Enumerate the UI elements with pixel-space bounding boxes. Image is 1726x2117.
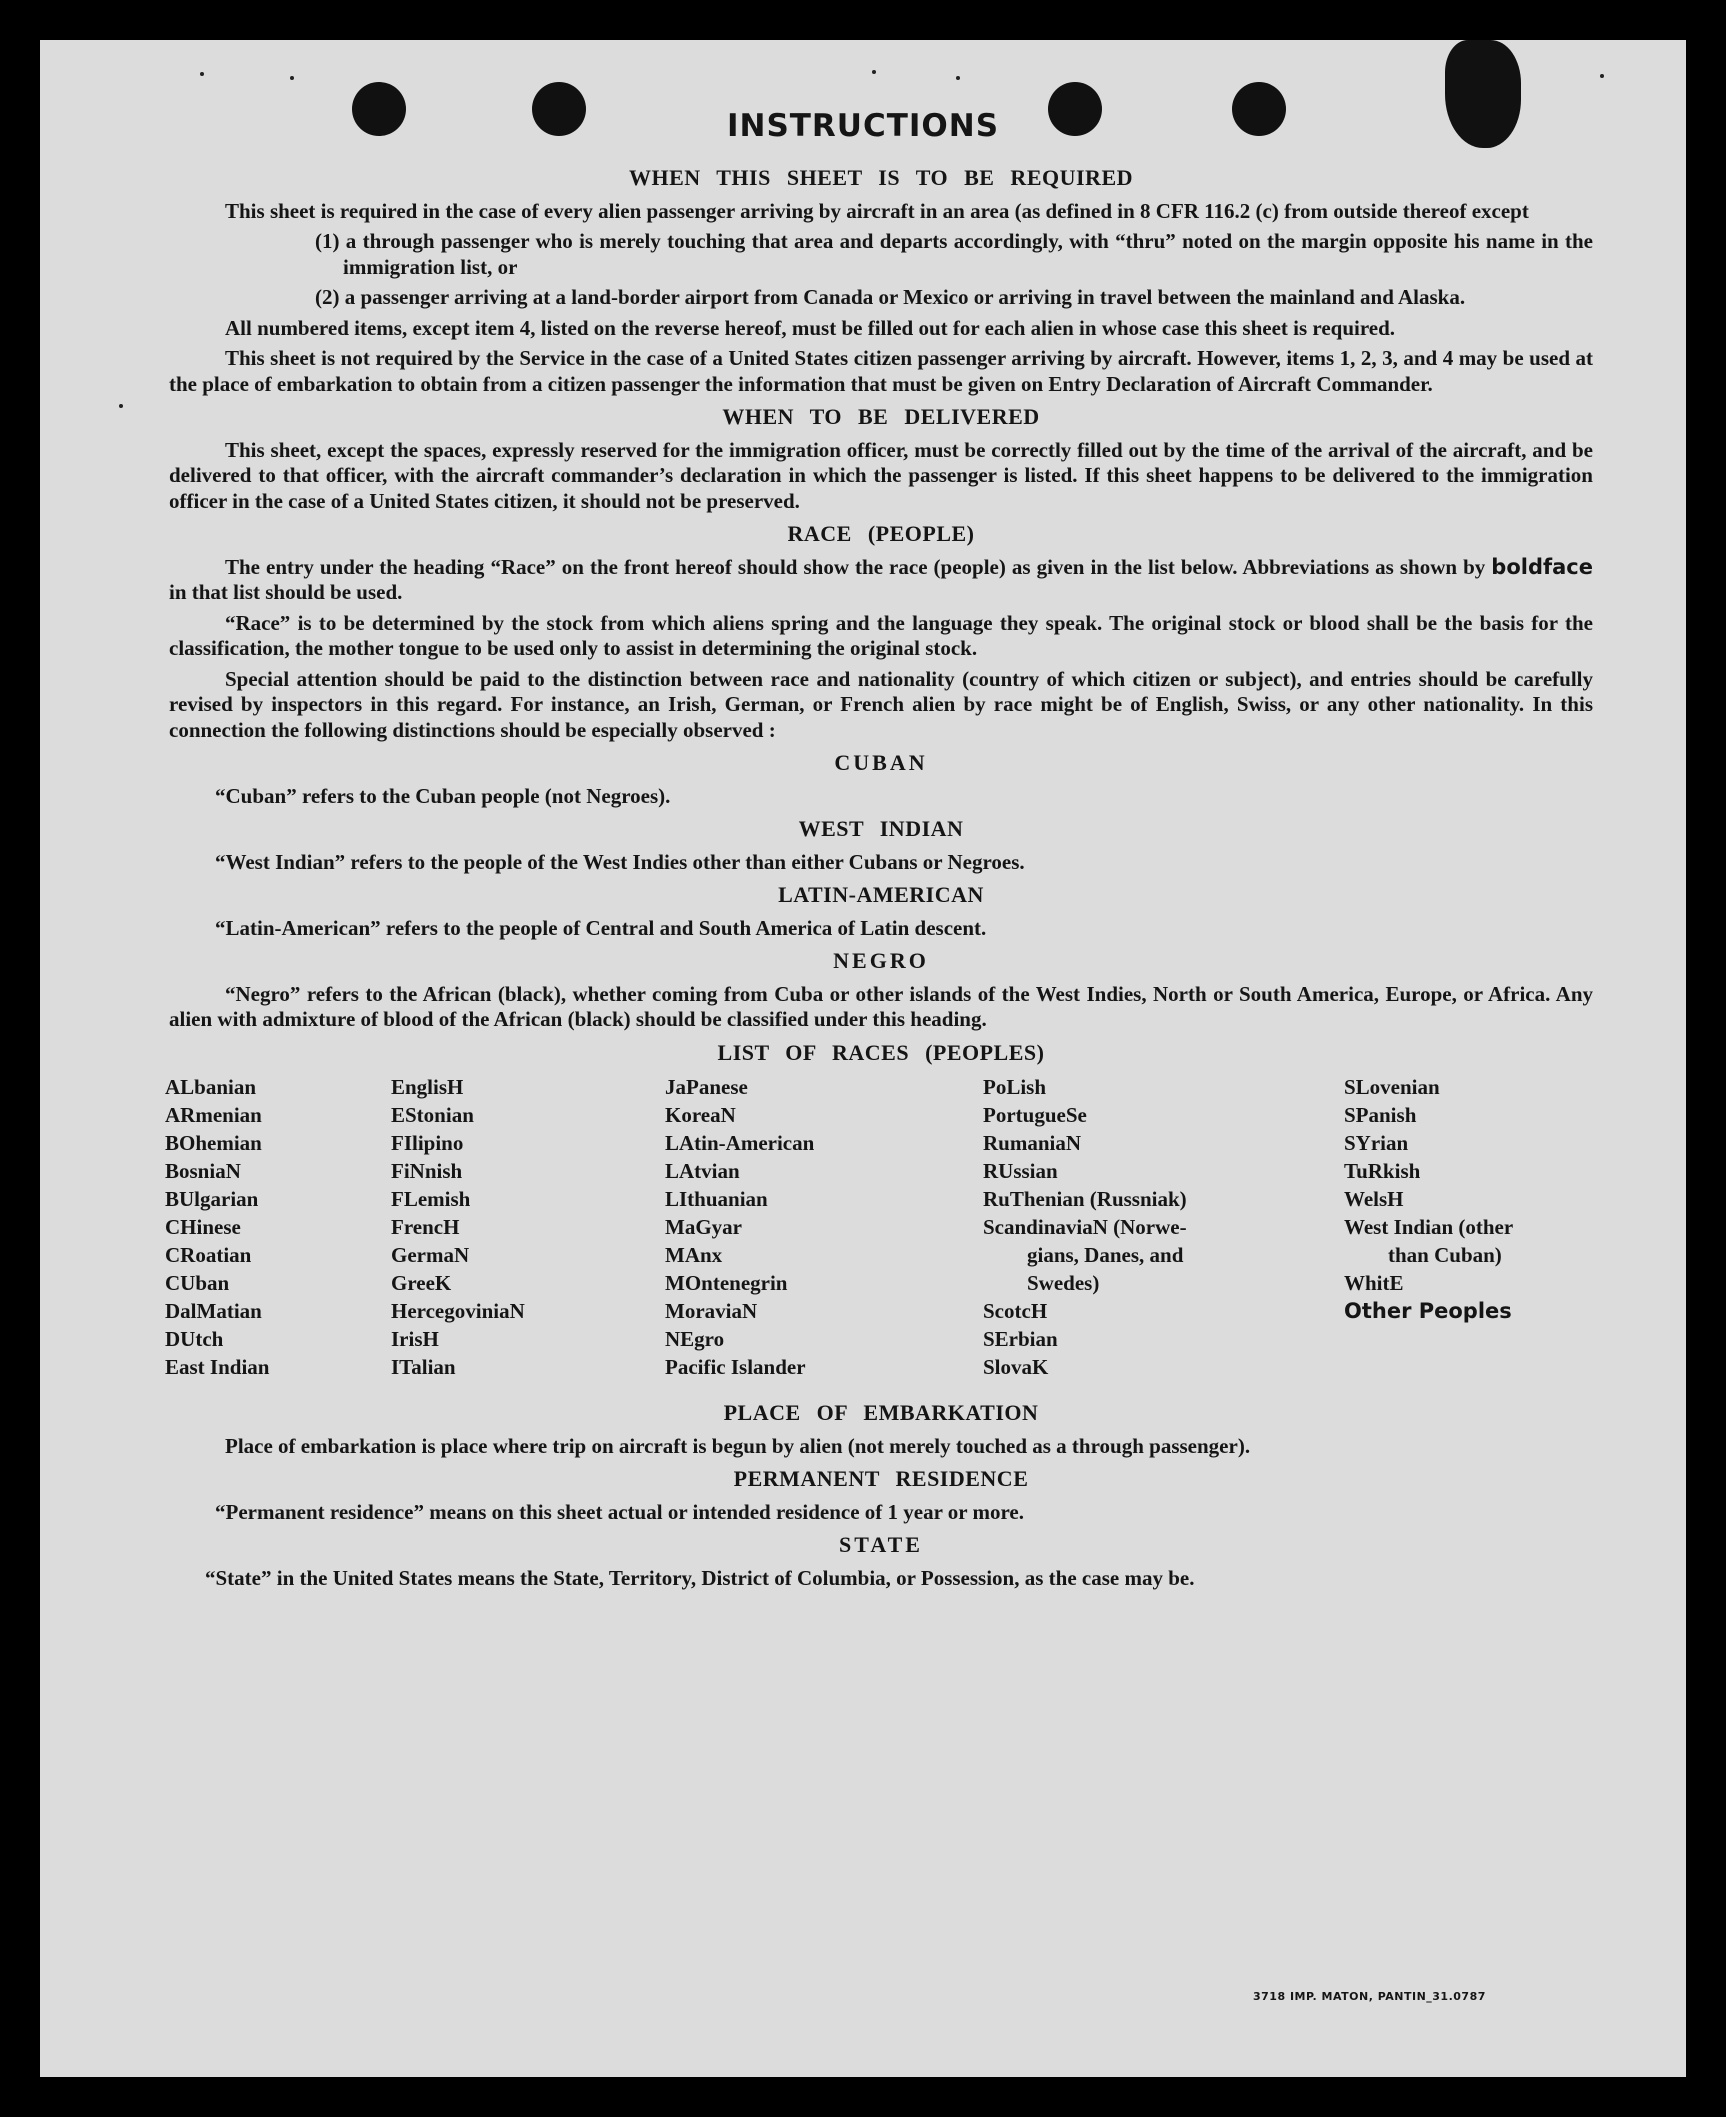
race-entry: FiNnish (391, 1159, 463, 1183)
speck (290, 76, 294, 80)
race-entry: MOntenegrin (665, 1271, 788, 1295)
race-entry: ALbanian (165, 1075, 257, 1099)
race-entry: BOhemian (165, 1131, 262, 1155)
race-entry: PoLish (983, 1075, 1047, 1099)
heading-cuban: CUBAN (834, 750, 928, 775)
para-embarkation: Place of embarkation is place where trip on aircraft is begun by alien (not merely touched as a through passenger). (225, 1433, 1251, 1458)
race-entry: RumaniaN (983, 1131, 1082, 1155)
race-entry: EnglisH (391, 1075, 464, 1099)
para-latin-american: “Latin-American” refers to the people of Central and South America of Latin descent. (215, 915, 987, 940)
race-entry: WhitE (1344, 1271, 1404, 1295)
race-entry: gians, Danes, and (1027, 1243, 1184, 1267)
race-entry: CRoatian (165, 1243, 252, 1267)
race-entry: ScotcH (983, 1299, 1048, 1323)
race-entry: TuRkish (1344, 1159, 1421, 1183)
race-column-4 (983, 1073, 1187, 1381)
race-entry: CUban (165, 1271, 230, 1295)
speck (119, 404, 123, 408)
speck (956, 76, 960, 80)
printer-footer: 3718 IMP. MATON, PANTIN_31.0787 (1253, 1990, 1486, 2003)
exception-2: (2) a passenger arriving at a land-border airport from Canada or Mexico or arriving in travel between the mainland and Alaska. (315, 285, 1466, 309)
speck (872, 70, 876, 74)
race-entry: KoreaN (665, 1103, 736, 1127)
para-race-3: Special attention should be paid to the distinction between race and nationality (country of which citizen or subject), and entries should be carefully revised by inspectors in this regard. For instance, an Irish, German, or French alien by race might be of English, Swiss, or any other nationality. In this connection the following distinctions should be especially observed : (169, 666, 1593, 742)
race-entry: ScandinaviaN (Norwe- (983, 1215, 1187, 1239)
race-p1-after: in that list should be used. (169, 580, 403, 604)
heading-when-delivered: WHEN TO BE DELIVERED (722, 404, 1040, 429)
race-entry: FLemish (391, 1187, 471, 1211)
race-entry: BUlgarian (165, 1187, 259, 1211)
race-entry: IrisH (391, 1327, 439, 1351)
race-entry: EStonian (391, 1103, 474, 1127)
race-column-2 (391, 1073, 525, 1381)
race-column-1 (165, 1073, 269, 1381)
para-when-required-intro: This sheet is required in the case of every alien passenger arriving by aircraft in an area (as defined in 8 CFR 116.2 (c) from outside thereof except (225, 198, 1529, 223)
speck (1600, 74, 1604, 78)
race-entry: HercegoviniaN (391, 1299, 525, 1323)
race-entry: than Cuban) (1388, 1243, 1502, 1267)
race-entry: Other Peoples (1344, 1299, 1512, 1323)
para-citizen: This sheet is not required by the Service in the case of a United States citizen passenger arriving by aircraft. However, items 1, 2, 3, and 4 may be used at the place of embarkation to obtain from a citizen passenger the information that must be given on Entry Declaration of Aircraft Commander. (169, 346, 1593, 396)
heading-permanent-residence: PERMANENT RESIDENCE (733, 1466, 1029, 1491)
para-negro: “Negro” refers to the African (black), whether coming from Cuba or other islands of the West Indies, North or South America, Europe, or Africa. Any alien with admixture of blood of the African (black) should be classified under this heading. (169, 981, 1593, 1031)
race-entry: GreeK (391, 1271, 452, 1295)
race-entry: FIlipino (391, 1131, 464, 1155)
race-entry: DUtch (165, 1327, 224, 1351)
exception-1: (1) a through passenger who is merely touching that area and departs accordingly, with “thru” noted on the margin opposite his name in the immigration list, or (315, 229, 1593, 279)
race-entry: SLovenian (1344, 1075, 1440, 1099)
race-p1-before: The entry under the heading “Race” on the front hereof should show the race (people) as given in the list below. Abbreviations as shown by (225, 554, 1486, 579)
instructions-body (165, 158, 1593, 1596)
heading-west-indian: WEST INDIAN (798, 816, 964, 841)
race-entry: SlovaK (983, 1355, 1049, 1379)
para-permanent-residence: “Permanent residence” means on this sheet actual or intended residence of 1 year or more. (215, 1499, 1024, 1524)
race-entry: WelsH (1344, 1187, 1404, 1211)
race-entry: CHinese (165, 1215, 241, 1239)
race-entry: MAnx (665, 1243, 723, 1267)
para-cuban: “Cuban” refers to the Cuban people (not Negroes). (215, 783, 671, 808)
para-when-delivered: This sheet, except the spaces, expressly reserved for the immigration officer, must be correctly filled out by the time of the arrival of the aircraft, and be delivered to that officer, with the aircraft commander’s declaration in which the passenger is listed. If this sheet happens to be delivered to the immigration officer in the case of a United States citizen, it should not be preserved. (169, 437, 1593, 513)
boldface-word: boldface (1491, 554, 1593, 579)
para-race-2: “Race” is to be determined by the stock from which aliens spring and the language they speak. The original stock or blood shall be the basis for the classification, the mother tongue to be used only to assist in determining the original stock. (169, 610, 1593, 660)
race-entry: LAtvian (665, 1159, 740, 1183)
para-numbered-items: All numbered items, except item 4, listed on the reverse hereof, must be filled out for each alien in whose case this sheet is required. (225, 315, 1396, 340)
heading-embarkation: PLACE OF EMBARKATION (723, 1400, 1039, 1425)
race-entry: DalMatian (165, 1299, 262, 1323)
heading-race: RACE (PEOPLE) (787, 521, 975, 546)
heading-when-required: WHEN THIS SHEET IS TO BE REQUIRED (628, 165, 1134, 190)
heading-negro: NEGRO (833, 948, 929, 973)
race-entry: MoraviaN (665, 1299, 758, 1323)
race-entry: East Indian (165, 1355, 270, 1379)
para-west-indian: “West Indian” refers to the people of the West Indies other than either Cubans or Negroes. (215, 849, 1025, 874)
race-list (165, 1073, 1593, 1393)
para-state: “State” in the United States means the State, Territory, District of Columbia, or Possession, as the case may be. (205, 1565, 1195, 1590)
page-title: INSTRUCTIONS (726, 108, 1000, 144)
heading-state: STATE (839, 1532, 923, 1557)
race-entry: MaGyar (665, 1215, 742, 1239)
race-entry: SPanish (1344, 1103, 1417, 1127)
para-race-1 (169, 555, 1593, 606)
race-entry: SYrian (1344, 1131, 1409, 1155)
race-entry: LAtin-American (665, 1131, 815, 1155)
race-entry: LIthuanian (665, 1187, 768, 1211)
race-entry: GermaN (391, 1243, 470, 1267)
heading-list-of-races: LIST OF RACES (PEOPLES) (717, 1039, 1045, 1065)
race-entry: RuThenian (Russniak) (983, 1187, 1187, 1211)
speck (200, 72, 204, 76)
race-entry: NEgro (665, 1327, 725, 1351)
race-column-3 (665, 1073, 814, 1381)
race-entry: West Indian (other (1344, 1215, 1514, 1239)
race-entry: ARmenian (165, 1103, 262, 1127)
race-entry: FrencH (391, 1215, 460, 1239)
race-column-5 (1344, 1073, 1513, 1325)
heading-latin-american: LATIN-AMERICAN (778, 882, 984, 907)
race-entry: PortugueSe (983, 1103, 1087, 1127)
race-entry: ITalian (391, 1355, 456, 1379)
race-entry: RUssian (983, 1159, 1058, 1183)
race-entry: Pacific Islander (665, 1355, 806, 1379)
race-entry: JaPanese (665, 1075, 748, 1099)
race-entry: Swedes) (1027, 1271, 1100, 1295)
race-entry: BosniaN (165, 1159, 241, 1183)
race-entry: SErbian (983, 1327, 1058, 1351)
document-page (40, 40, 1686, 2077)
